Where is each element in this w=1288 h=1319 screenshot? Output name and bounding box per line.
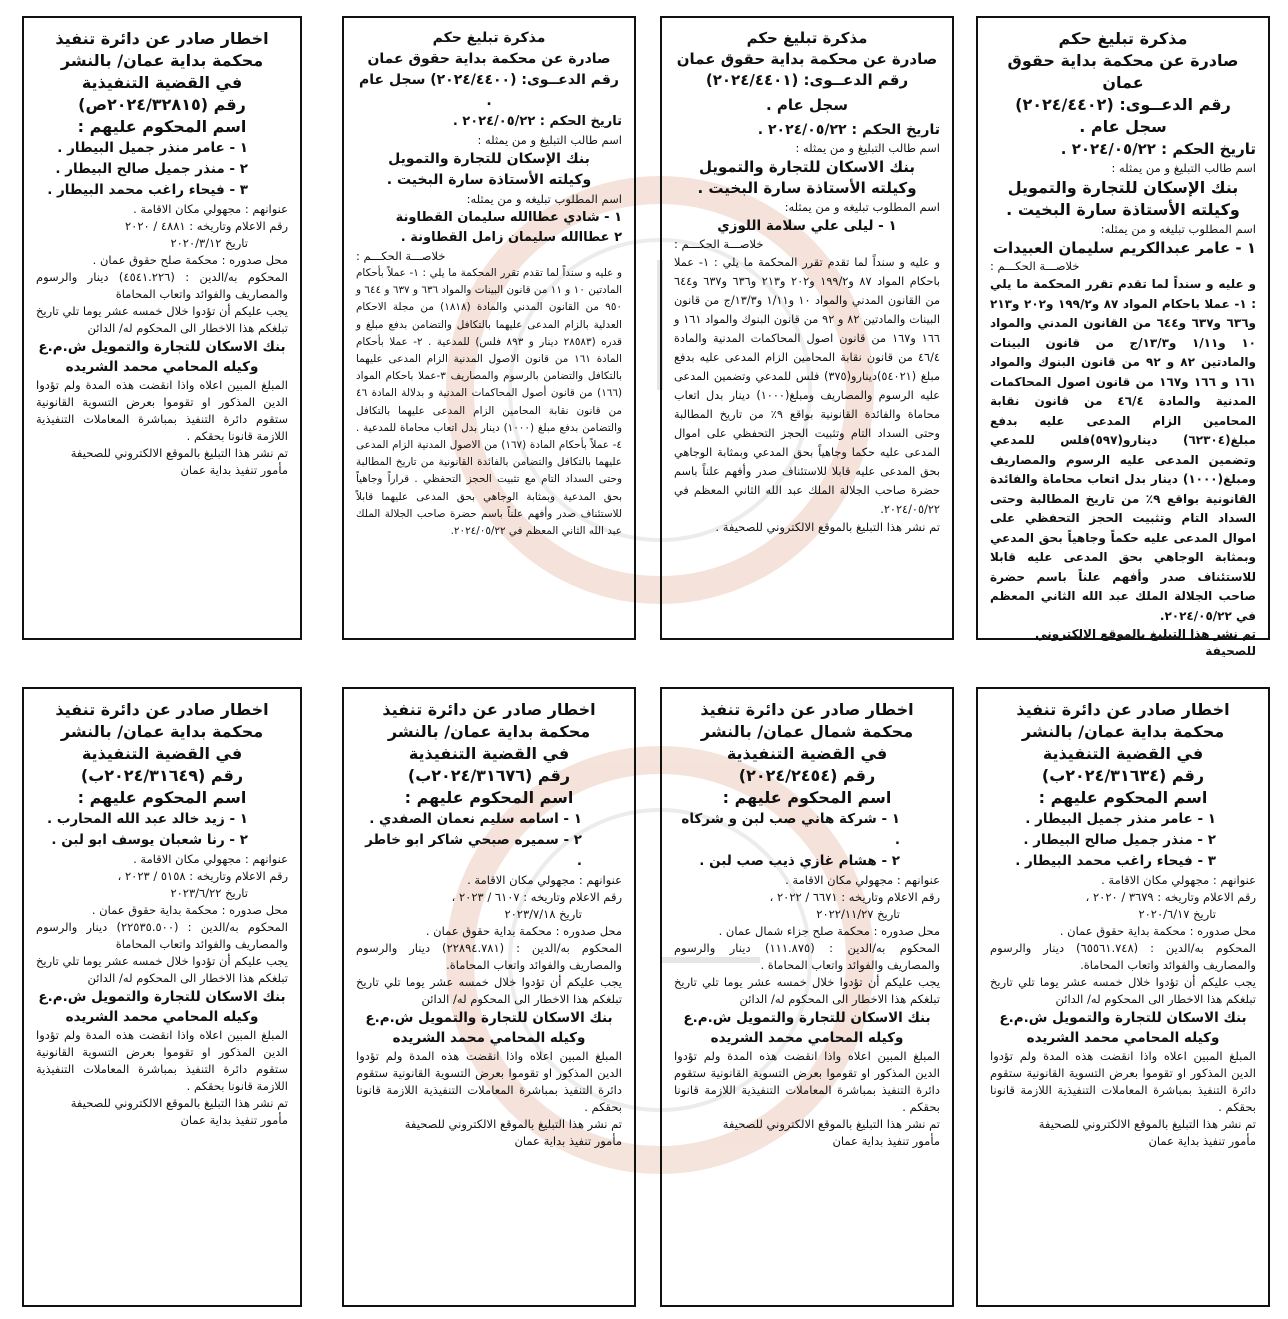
lawyer-name: وكيله المحامي محمد الشريده (65, 359, 259, 375)
payment-demand: يجب عليكم أن تؤدوا خلال خمسه عشر يوما تلي تاريخ تبلغكم هذا الاخطار الى المحكوم له/ الدائن (356, 975, 622, 1006)
defendant-item: ٢ - منذر جميل صالح البيطار . (55, 161, 248, 177)
case-number: رقم (٢٠٢٤/٣١٦٤٩ب) (80, 766, 244, 785)
creditor-name: بنك الاسكان للتجارة والتمويل ش.م.ع (38, 989, 286, 1005)
judgment-amount: المحكوم به/الدين : (٤٥٤١.٢٢٦) دينار والرسوم والمصاريف والفوائد واتعاب المحاماة (36, 270, 288, 301)
lawyer-name: وكيله المحامي محمد الشريده (65, 1009, 259, 1025)
warning-text: المبلغ المبين اعلاه واذا انقضت هذه المدة ولم تؤدوا الدين المذكور او تقوموا بعرض التسوية القانونية ستقوم دائرة التنفيذ بمباشرة المعاملات التنفيذية اللازمة قانونا بحقكم . (674, 1049, 940, 1114)
notified-label: اسم المطلوب تبليغه و من يمثله: (1100, 222, 1256, 236)
payment-demand: يجب عليكم أن تؤدوا خلال خمسه عشر يوما تلي تاريخ تبلغكم هذا الاخطار الى المحكوم له/ الدائن (674, 975, 940, 1006)
court-name: محكمة بداية عمان/ بالنشر (1021, 722, 1225, 741)
notice-card (342, 687, 636, 1307)
notice-card (22, 16, 302, 640)
announcement-number: رقم الاعلام وتاريخه : ٦١٠٧ / ٢٠٢٣ ، (451, 890, 622, 904)
officer-signature: مأمور تنفيذ بداية عمان (514, 1134, 622, 1148)
lawyer-name: وكيله المحامي محمد الشريده (392, 1030, 586, 1046)
address: عنوانهم : مجهولي مكان الاقامة . (133, 202, 288, 216)
ruling-body: و عليه و سنداً لما تقدم تقرر المحكمة ما يلي : ١- عملا باحكام المواد ٨٧ و١٩٩/٢ و٢٠٢ و٢١٣ و٦٣٦ و٦٣٧ و٦٤٤ من القانون المدني والمواد ١٠ و١/١١ و١٣/٣/ج من قانون البينات والمادتين ٨٢ و ٩٢ من قانون البنوك والمواد ١٦١ و ١٦٦ و١٦٧ من قانون اصول المحاكمات المدنية والمادة ٤٦/٤ من قانون نقابة المحامين الزام المدعى عليه بدفع مبلغ(٦٢٣٠٤) دينارو(٥٩٧)فلس للمدعي وتضمين المدعى عليه الرسوم والمصاريف ومبلغ(١٠٠٠) دينار بدل اتعاب محاماة والفائدة القانونية بواقع ٩٪ من تاريخ المطالبة وحتى السداد التام وتثبيت الحجز التحفظي على اموال المدعى عليه حكماً وجاهياً بحق المدعي وبمثابة الوجاهي بحق المدعى عليه قابلا للاستئناف صدر وأفهم علناً باسم حضرة صاحب الجلالة الملك عبد الله الثاني المعظم في ٢٠٢٤/٠٥/٢٢. (990, 277, 1256, 623)
notified-name: ١ - ليلى علي سلامة اللوزي (717, 218, 897, 234)
case-type: في القضية التنفيذية (81, 73, 243, 92)
defendants-label: اسم المحكوم عليهم : (722, 788, 892, 807)
issuer: محل صدوره : محكمة بداية حقوق عمان . (1059, 924, 1256, 938)
ruling-date: تاريخ الحكم : ٢٠٢٤/٠٥/٢٢ . (452, 114, 622, 129)
notified-name: ١ - عامر عبدالكريم سليمان العبيدات (992, 239, 1256, 257)
defendants-label: اسم المحكوم عليهم : (77, 117, 247, 136)
defendant-item: ١ - عامر منذر جميل البيطار . (57, 140, 248, 156)
notice-title: اخطار صادر عن دائرة تنفيذ (55, 29, 269, 48)
creditor-name: بنك الاسكان للتجارة والتمويل ش.م.ع (38, 339, 286, 355)
requester-label: اسم طالب التبليغ و من يمثله : (795, 141, 940, 155)
register: سجل عام . (766, 96, 848, 114)
case-type: في القضية التنفيذية (726, 744, 888, 763)
creditor-name: بنك الاسكان للتجارة والتمويل ش.م.ع (999, 1010, 1247, 1026)
case-number: رقم (٢٠٢٤/٣٢٨١٥ص) (78, 95, 246, 114)
officer-signature: مأمور تنفيذ بداية عمان (180, 463, 288, 477)
defendant-item: ٢ - رنا شعبان يوسف ابو لبن . (51, 832, 248, 848)
defendants-label: اسم المحكوم عليهم : (1038, 788, 1208, 807)
court-name: محكمة شمال عمان/ بالنشر (700, 722, 914, 741)
agent-name: وكيلته الأستاذة سارة البخيت . (386, 172, 592, 188)
notice-title: اخطار صادر عن دائرة تنفيذ (1016, 700, 1230, 719)
announcement-number: رقم الاعلام وتاريخه : ٦٦٧١ / ٢٠٢٢ ، (769, 890, 940, 904)
creditor-name: بنك الاسكان للتجارة والتمويل ش.م.ع (365, 1010, 613, 1026)
judgment-amount: المحكوم به/الدين : (٦٥٥٦١.٧٤٨) دينار والرسوم والمصاريف والفوائد واتعاب المحاماة. (990, 941, 1256, 972)
case-type: في القضية التنفيذية (1042, 744, 1204, 763)
case-number: رقم الدعــوى: (٢٠٢٤/٤٤٠١) (705, 71, 909, 89)
notice-card (22, 687, 302, 1307)
footer-note: تم نشر هذا التبليغ بالموقع الالكتروني للصحيفة (70, 1096, 288, 1110)
announcement-date: تاريخ ٢٠٢٢/١١/٢٧ (816, 907, 900, 921)
notice-title: اخطار صادر عن دائرة تنفيذ (700, 700, 914, 719)
requester-name: بنك الإسكان للتجارة والتمويل (1007, 178, 1239, 197)
issuer: محل صدوره : محكمة بداية حقوق عمان . (425, 924, 622, 938)
notice-card (976, 16, 1270, 658)
announcement-number: رقم الاعلام وتاريخه : ٣٦٧٩ / ٢٠٢٠ ، (1085, 890, 1256, 904)
address: عنوانهم : مجهولي مكان الاقامة . (1101, 873, 1256, 887)
notified-name-1: ١ - شادي عطاالله سليمان القطاونة (395, 210, 622, 225)
ruling-body: و عليه و سنداً لما تقدم تقرر المحكمة ما يلي : ١- عملا باحكام المواد ٨٧ و١٩٩/٢ و٢٠٢ و٢١٣ و٦٣٦ و٦٣٧ و٦٤٤ من القانون المدني والمواد ١٠ و١/١١ و١٣/٣/ج من قانون البينات والمادتين ٨٢ و ٩٢ من قانون البنوك والمواد ١٦١ و ١٦٦ و١٦٧ من قانون اصول المحاكمات المدنية والمادة ٤٦/٤ من قانون نقابة المحامين الزام المدعى عليه بدفع مبلغ (٥٤٠٢١)دينارو(٣٧٥) فلس للمدعي وتضمين المدعى عليه الرسوم والمصاريف ومبلغ(١٠٠٠) دينار بدل اتعاب محاماة والفائدة القانونية بواقع ٩٪ من تاريخ المطالبة وحتى السداد التام وتثبيت الحجز التحفظي على اموال المدعى عليه حكما وجاهياً بحق المدعي وبمثابة الوجاهي بحق المدعى عليه قابلا للاستئناف صدر وأفهم علناً باسم حضرة صاحب الجلالة الملك عبد الله الثاني المعظم في ٢٠٢٤/٠٥/٢٢. (674, 256, 941, 516)
footer-note: تم نشر هذا التبليغ بالموقع الالكتروني للصحيفة (1038, 1117, 1256, 1131)
notice-card (660, 687, 954, 1307)
announcement-date: تاريخ ٢٠٢٠/٦/١٧ (1138, 907, 1216, 921)
notified-label: اسم المطلوب تبليغه و من يمثله: (784, 200, 940, 214)
issuer: محل صدوره : محكمة صلح حقوق عمان . (92, 253, 288, 267)
announcement-date: تاريخ ٢٠٢٣/٦/٢٢ (170, 886, 248, 900)
agent-name: وكيلته الأستاذة سارة البخيت . (697, 179, 917, 197)
case-type: في القضية التنفيذية (81, 744, 243, 763)
defendant-item: ١ - شركة هاني صب لبن و شركاه . (681, 811, 900, 848)
summary-label: خلاصـــة الحكـــم : (356, 249, 446, 263)
requester-name: بنك الاسكان للتجارة والتمويل (698, 158, 916, 176)
announcement-number: رقم الاعلام وتاريخه : ٥١٥٨ / ٢٠٢٣ ، (117, 869, 288, 883)
judgment-amount: المحكوم به/الدين : (٢٢٥٣٥.٥٠٠) دينار والرسوم والمصاريف والفوائد واتعاب المحاماة (36, 920, 288, 951)
court-name: محكمة بداية عمان/ بالنشر (60, 51, 264, 70)
announcement-number: رقم الاعلام وتاريخه : ٤٨٨١ / ٢٠٢٠ (124, 219, 288, 233)
address: عنوانهم : مجهولي مكان الاقامة . (785, 873, 940, 887)
judgment-amount: المحكوم به/الدين : (٢٢٨٩٤.٧٨١) دينار والرسوم والمصاريف والفوائد واتعاب المحاماة. (356, 941, 622, 972)
notice-title: مذكرة تبليغ حكم (432, 30, 546, 46)
case-type: في القضية التنفيذية (408, 744, 570, 763)
warning-text: المبلغ المبين اعلاه واذا انقضت هذه المدة ولم تؤدوا الدين المذكور او تقوموا بعرض التسوية القانونية ستقوم دائرة التنفيذ بمباشرة المعاملات التنفيذية اللازمة قانونا بحقكم . (36, 1028, 288, 1093)
address: عنوانهم : مجهولي مكان الاقامة . (467, 873, 622, 887)
notice-card (660, 16, 954, 640)
defendant-item: ١ - عامر منذر جميل البيطار . (1025, 811, 1216, 827)
court-name: صادرة عن محكمة بداية حقوق عمان (1007, 51, 1239, 92)
defendants-label: اسم المحكوم عليهم : (77, 788, 247, 807)
warning-text: المبلغ المبين اعلاه واذا انقضت هذه المدة ولم تؤدوا الدين المذكور او تقوموا بعرض التسوية القانونية ستقوم دائرة التنفيذ بمباشرة المعاملات التنفيذية اللازمة قانونا بحقكم . (356, 1049, 622, 1114)
footer-note: تم نشر هذا التبليغ بالموقع الالكتروني للصحيفة (404, 1117, 622, 1131)
court-name: محكمة بداية عمان/ بالنشر (60, 722, 264, 741)
announcement-date: تاريخ ٢٠٢٣/٧/١٨ (504, 907, 582, 921)
footer-note: تم نشر هذا التبليغ بالموقع الالكتروني للصحيفة (70, 446, 288, 460)
defendant-item: ٢ - سميره صبحي شاكر ابو خاطر . (365, 832, 582, 869)
court-name: محكمة بداية عمان/ بالنشر (387, 722, 591, 741)
notice-card (342, 16, 636, 640)
defendant-item: ٣ - فيحاء راغب محمد البيطار . (47, 182, 248, 198)
notified-label: اسم المطلوب تبليغه و من يمثله: (466, 192, 622, 206)
summary-label: خلاصـــة الحكـــم : (674, 237, 764, 251)
footer-note: تم نشر هذا التبليغ بالموقع الالكتروني للصحيفة (722, 1117, 940, 1131)
case-number: رقم الدعــوى: (٢٠٢٤/٤٤٠٢) (1015, 95, 1231, 114)
payment-demand: يجب عليكم أن تؤدوا خلال خمسه عشر يوما تلي تاريخ تبلغكم هذا الاخطار الى المحكوم له/ الدائن (36, 304, 288, 335)
defendant-item: ٣ - فيحاء راغب محمد البيطار . (1015, 853, 1216, 869)
judgment-amount: المحكوم به/الدين : (١١١.٨٧٥) دينار والرسوم والمصاريف والفوائد واتعاب المحاماة . (674, 941, 940, 972)
notice-card (976, 687, 1270, 1307)
case-number: رقم (٢٠٢٤/٣١٦٧٦ب) (407, 766, 571, 785)
summary-label: خلاصـــة الحكـــم : (990, 259, 1080, 273)
payment-demand: يجب عليكم أن تؤدوا خلال خمسه عشر يوما تلي تاريخ تبلغكم هذا الاخطار الى المحكوم له/ الدائن (990, 975, 1256, 1006)
defendant-item: ١ - اسامه سليم نعمان الصفدي . (369, 811, 582, 827)
ruling-body: و عليه و سنداً لما تقدم تقرر المحكمة ما يلي : ١- عملاً بأحكام المادتين ١٠ و ١١ من قانون البينات والمواد ٦٣٦ و ٦٣٧ و ٦٤٤ و ٩٥٠ من القانون المدني والمادة (١٨١٨) من مجلة الاحكام العدلية بالزام المدعى عليهما بالتكافل والتضامن بدفع مبلغ و قدره (٢٨٥٨٣ دينار و ٨٩٣ فلس) للمدعية . ٢- عملا بأحكام المادة ١٦١ من قانون الاصول المدنية الزام المدعى عليهما بالتكافل والتضامن بالرسوم والمصاريف ٣-عملا باحكام المواد (١٦٦) من قانون أصول المحاكمات المدنية و بدلالة المادة ٤٦ من قانون نقابة المحامين الزام المدعى عليهما بالتكافل والتضامن بدفع مبلغ (١٠٠٠) دينار بدل اتعاب محاماة للمدعية . ٤- عملاً بأحكام المادة (١٦٧) من الاصول المدنية الزام المدعى عليهما بالتكافل والتضامن بالفائدة القانونية من تاريخ المطالبة وحتى السداد التام مع تثبيت الحجز التحفظي . قراراً وجاهياً بحق المدعية وبمثابة الوجاهي بحق المدعى عليهما قابلاً للاستئناف صدر وأفهم علناً باسم حضرة صاحب الجلالة الملك عبد الله الثاني المعظم في ٢٠٢٤/٠٥/٢٢. (356, 267, 623, 538)
notice-title: اخطار صادر عن دائرة تنفيذ (382, 700, 596, 719)
court-name: صادرة عن محكمة بداية حقوق عمان (367, 51, 611, 67)
register: سجل عام . (1079, 117, 1167, 136)
requester-label: اسم طالب التبليغ و من يمثله : (1111, 161, 1256, 175)
officer-signature: مأمور تنفيذ بداية عمان (180, 1113, 288, 1127)
issuer: محل صدوره : محكمة صلح جزاء شمال عمان . (718, 924, 940, 938)
address: عنوانهم : مجهولي مكان الاقامة . (133, 852, 288, 866)
agent-name: وكيلته الأستاذة سارة البخيت . (1006, 200, 1240, 219)
officer-signature: مأمور تنفيذ بداية عمان (1148, 1134, 1256, 1148)
case-number: رقم (٢٠٢٤/٣١٦٣٤ب) (1041, 766, 1205, 785)
ruling-date: تاريخ الحكم : ٢٠٢٤/٠٥/٢٢ . (757, 122, 940, 138)
case-number: رقم (٢٠٢٤/٢٤٥٤) (738, 766, 876, 785)
officer-signature: مأمور تنفيذ بداية عمان (832, 1134, 940, 1148)
lawyer-name: وكيله المحامي محمد الشريده (1026, 1030, 1220, 1046)
court-name: صادرة عن محكمة بداية حقوق عمان (676, 50, 938, 68)
issuer: محل صدوره : محكمة بداية حقوق عمان . (91, 903, 288, 917)
defendant-item: ٢ - منذر جميل صالح البيطار . (1023, 832, 1216, 848)
announcement-date: تاريخ ٢٠٢٠/٣/١٢ (170, 236, 248, 250)
notice-title: مذكرة تبليغ حكم (1058, 29, 1188, 48)
notice-title: اخطار صادر عن دائرة تنفيذ (55, 700, 269, 719)
defendants-label: اسم المحكوم عليهم : (404, 788, 574, 807)
payment-demand: يجب عليكم أن تؤدوا خلال خمسه عشر يوما تلي تاريخ تبلغكم هذا الاخطار الى المحكوم له/ الدائن (36, 954, 288, 985)
defendant-item: ١ - زيد خالد عبد الله المحارب . (47, 811, 248, 827)
defendant-item: ٢ - هشام غازي ذيب صب لبن . (699, 853, 900, 869)
warning-text: المبلغ المبين اعلاه واذا انقضت هذه المدة ولم تؤدوا الدين المذكور او تقوموا بعرض التسوية القانونية ستقوم دائرة التنفيذ بمباشرة المعاملات التنفيذية اللازمة قانونا بحقكم . (990, 1049, 1256, 1114)
footer-note: تم نشر هذا التبليغ بالموقع الالكتروني للصحيفة (1035, 627, 1256, 658)
footer-note: تم نشر هذا التبليغ بالموقع الالكتروني للصحيفة . (715, 520, 940, 534)
requester-name: بنك الإسكان للتجارة والتمويل (388, 151, 590, 167)
ruling-date: تاريخ الحكم : ٢٠٢٤/٠٥/٢٢ . (1060, 140, 1256, 158)
requester-label: اسم طالب التبليغ و من يمثله : (477, 133, 622, 147)
lawyer-name: وكيله المحامي محمد الشريده (710, 1030, 904, 1046)
warning-text: المبلغ المبين اعلاه واذا انقضت هذه المدة ولم تؤدوا الدين المذكور او تقوموا بعرض التسوية القانونية ستقوم دائرة التنفيذ بمباشرة المعاملات التنفيذية اللازمة قانونا بحقكم . (36, 378, 288, 443)
case-number: رقم الدعــوى: (٢٠٢٤/٤٤٠٠) سجل عام . (359, 72, 619, 109)
notice-title: مذكرة تبليغ حكم (746, 29, 868, 47)
notified-name-2: ٢ عطاالله سليمان زامل القطاونة . (400, 230, 622, 245)
creditor-name: بنك الاسكان للتجارة والتمويل ش.م.ع (683, 1010, 931, 1026)
